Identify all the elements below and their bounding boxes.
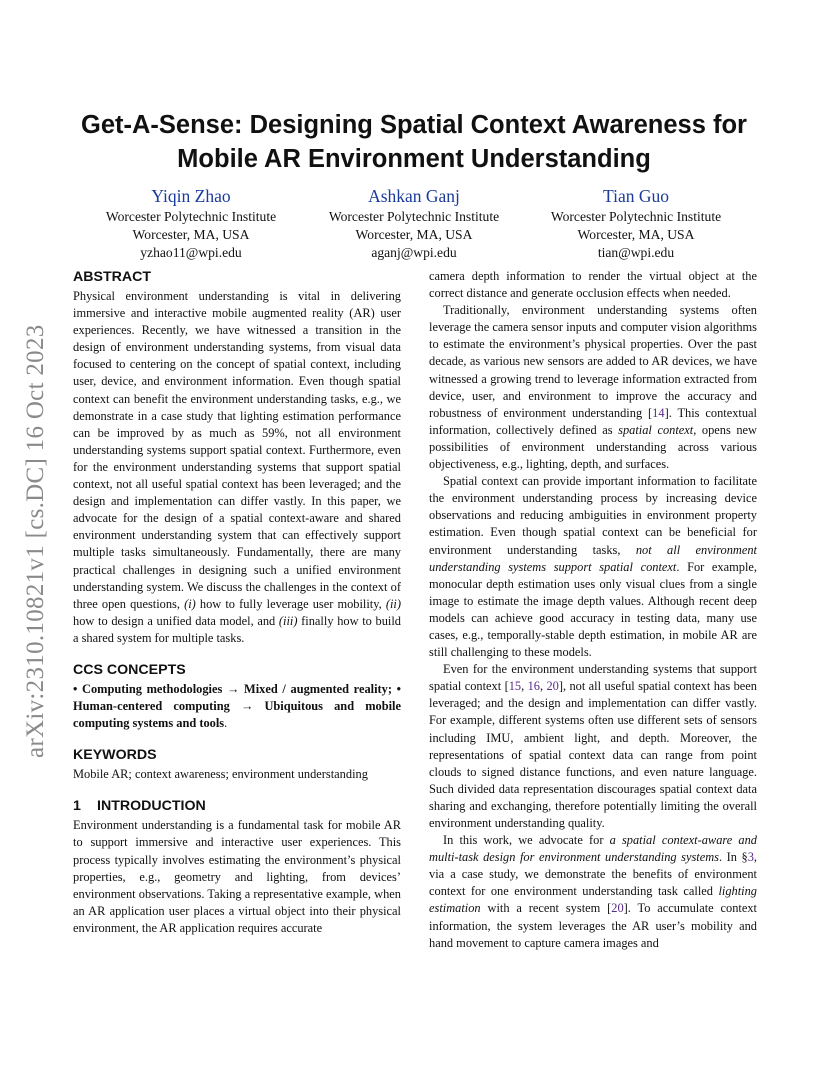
- author-email: aganj@wpi.edu: [371, 245, 457, 260]
- section-link[interactable]: 3: [747, 850, 754, 865]
- abstract-text: Physical environment understanding is vital in delivering immersive and interactive mobile augmented reality (AR) user experiences. Recently, we have witnessed a transition in the design of environment understanding systems, from visual data focused to centering on the concept of spatial context, including user, device, and environment information. Even though spatial context can benefit the environment understanding tasks, e.g., we demonstrate in a case study that lighting estimation performance can be improved by as much as 59%, not all environment understanding systems support spatial context. Furthermore, even for the environment understanding systems that support spatial context, not all useful spatial context has been leveraged; and the design and implementation can differ vastly. In this paper, we advocate for the design of a spatial context-aware and shared environment understanding system that can effectively support multiple tasks simultaneously. Fundamentally, there are many practical challenges in designing such a unified environment understanding system. We discuss the challenges in the context of three open questions, (i) how to fully leverage user mobility, (ii) how to design a unified data model, and (iii) finally how to build a shared system for multiple tasks.: [73, 289, 401, 645]
- citation-link[interactable]: 16: [527, 679, 540, 694]
- intro-paragraph-1: Traditionally, environment understanding systems often leverage the camera sensor inputs and computer vision algorithms to estimate the environment’s physical properties. Over the past decade, as various new sensors are added to AR devices, we have witnessed a growing trend to leverage information extracted from device, user, and environment to improve the accuracy and robustness of environment understanding [14]. This contextual information, collectively defined as spatial context, opens new possibilities of environment understanding across various objectiveness, e.g., lighting, depth, and surfaces.: [429, 303, 757, 472]
- author-affiliation: Worcester Polytechnic Institute: [550, 209, 722, 224]
- author-name: Ashkan Ganj: [368, 186, 460, 206]
- author-email: yzhao11@wpi.edu: [140, 245, 242, 260]
- intro-paragraph-4: In this work, we advocate for a spatial context-aware and multi-task design for environment understanding systems. In §3, via a case study, we demonstrate the benefits of environment context for one environment understanding task called lighting estimation with a recent system [20]. To accumulate context information, the system leverages the AR user’s mobility and hand movement to capture camera images and: [429, 833, 758, 950]
- citation-link[interactable]: 20: [546, 679, 559, 694]
- author-name: Tian Guo: [603, 186, 669, 206]
- right-column: [429, 268, 757, 952]
- introduction-heading: 1 INTRODUCTION: [73, 798, 206, 815]
- title-line-1: Get-A-Sense: Designing Spatial Context Awareness for: [81, 111, 747, 139]
- ccs-concepts: • Computing methodologies → Mixed / augmented reality; • Human-centered computing → Ubiquitous and mobile computing systems and tools.: [73, 681, 401, 731]
- arxiv-identifier: arXiv:2310.10821v1 [cs.DC] 16 Oct 2023: [22, 324, 49, 758]
- left-column: [73, 268, 401, 937]
- citation-link[interactable]: 14: [652, 405, 665, 420]
- intro-paragraph-3: Even for the environment understanding systems that support spatial context [15, 16, 20], not all useful spatial context has been leveraged; and the design and implementation can differ vastly. For example, different systems often use different sets of sensors including IMU, ambient light, and depth. Moreover, the representations of spatial context data can range from point clouds to signed distance functions, and even nature language. Such divided data representation discourages spatial context data sharing and exchanging, therefore potentially limiting the overall environment understanding quality.: [429, 662, 757, 830]
- ccs-heading: CCS CONCEPTS: [73, 661, 186, 678]
- author-2: [303, 185, 525, 262]
- citation-link[interactable]: 15: [508, 679, 522, 694]
- paper-title: [40, 108, 788, 176]
- keywords-heading: KEYWORDS: [73, 747, 157, 764]
- author-name: Yiqin Zhao: [151, 186, 231, 206]
- introduction-text: Environment understanding is a fundamental task for mobile AR to support immersive and interactive user experiences. This process typically involves estimating the environment’s physical properties, e.g., geometry and lighting, from devices’ environment observations. Taking a representative example, when an AR application user places a virtual object into their physical environment, the AR application requires accurate: [73, 818, 401, 935]
- title-line-2: Mobile AR Environment Understanding: [177, 145, 651, 173]
- intro-paragraph-2: Spatial context can provide important information to facilitate the environment understanding process by increasing device observations and reducing ambiguities in environment property estimation. Even though spatial context can be beneficial for environment understanding tasks, not all environment understanding systems support spatial context. For example, monocular depth estimation uses only visual clues from a single image to estimate the image depth values. Although recent deep models can achieve good accuracy in testing data, many use cases, e.g., temporally-stable depth estimation, in mobile AR are still challenging to these models.: [429, 474, 757, 660]
- author-location: Worcester, MA, USA: [577, 227, 695, 242]
- author-email: tian@wpi.edu: [597, 245, 675, 260]
- intro-paragraph-0: camera depth information to render the virtual object at the correct distance and generate occlusion effects when needed.: [429, 269, 757, 301]
- author-3: [525, 185, 747, 262]
- author-location: Worcester, MA, USA: [132, 227, 250, 242]
- abstract-heading: ABSTRACT: [73, 269, 152, 285]
- author-location: Worcester, MA, USA: [355, 227, 473, 242]
- keywords-text: Mobile AR; context awareness; environment understanding: [73, 767, 368, 782]
- author-affiliation: Worcester Polytechnic Institute: [328, 209, 500, 224]
- author-1: [80, 185, 302, 262]
- author-affiliation: Worcester Polytechnic Institute: [105, 209, 277, 224]
- citation-link[interactable]: 20: [611, 901, 624, 916]
